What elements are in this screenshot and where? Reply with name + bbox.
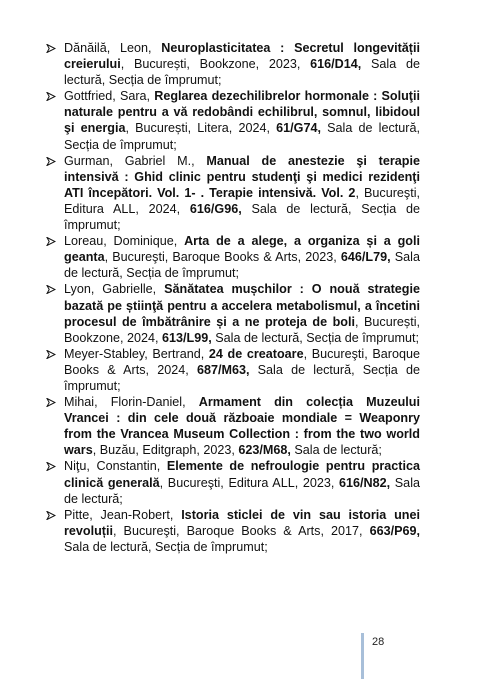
- bibliography-entry: [46, 458, 420, 506]
- entry-title: Reglarea dezechilibrelor hormonale : Soluţii naturale pentru a vă redobândi echilibrul, somnul, libidoul şi energia: [64, 89, 420, 136]
- entry-call-number: 61/G74,: [276, 121, 321, 136]
- entry-author: Meyer-Stabley, Bertrand,: [64, 346, 209, 361]
- arrow-bullet-icon: [46, 458, 60, 471]
- entry-call-number: 616/D14,: [310, 57, 362, 72]
- bibliography-entry: [46, 281, 420, 345]
- entry-title: Armament din colecția Muzeului Vrancei : din cele două războaie mondiale = Weaponry from the Vrancea Museum Collection : from the two world wars: [64, 395, 421, 458]
- entry-location: Sala de lectură, Secția de împrumut;: [64, 201, 420, 233]
- entry-author: Loreau, Dominique,: [64, 234, 185, 249]
- entry-call-number: 646/L79,: [340, 250, 391, 265]
- arrow-bullet-icon: [46, 153, 60, 166]
- arrow-bullet-icon: [46, 233, 60, 246]
- entry-author: Gurman, Gabriel M.,: [64, 153, 207, 168]
- arrow-bullet-icon: [46, 40, 60, 53]
- entry-call-number: 663/P69,: [369, 523, 420, 538]
- entry-location: Sala de lectură;: [290, 443, 382, 458]
- entry-location: Sala de lectură;: [64, 475, 420, 506]
- arrow-bullet-icon: [46, 88, 60, 101]
- entry-publication: , Buzău, Editgraph, 2023,: [92, 443, 239, 458]
- entry-publication: , Bucureşti, Editura ALL, 2023,: [159, 475, 340, 490]
- bibliography-entry: [46, 153, 420, 233]
- arrow-bullet-icon: [46, 281, 60, 294]
- bibliography-list: [46, 40, 420, 555]
- entry-title: Manual de anestezie şi terapie intensivă : Ghid clinic pentru studenţi şi medici rezidenţi ATI începători. Vol. 1- . Terapie intensivă. Vol. 2: [64, 153, 420, 200]
- entry-title: 24 de creatoare: [208, 346, 304, 361]
- entry-publication: , București, Litera, 2024,: [125, 121, 277, 136]
- bibliography-entry: [46, 394, 420, 458]
- entry-call-number: 613/L99,: [162, 330, 212, 345]
- entry-publication: , București, Bookzone, 2023,: [120, 57, 311, 72]
- bibliography-entry: [46, 40, 420, 88]
- entry-location: Sala de lectură, Secția de împrumut;: [64, 250, 420, 281]
- entry-location: Sala de lectură, Secția de împrumut;: [211, 330, 419, 345]
- bibliography-entry: [46, 346, 420, 394]
- entry-location: Sala de lectură, Secția de împrumut;: [64, 362, 420, 393]
- entry-publication: , Bucureşti, Baroque Books & Arts, 2023,: [104, 250, 341, 265]
- entry-author: Dănăilă, Leon,: [64, 41, 162, 55]
- entry-call-number: 616/G96,: [189, 201, 242, 216]
- entry-title: Elemente de nefroulogie pentru practica clinică generală: [64, 459, 420, 490]
- entry-author: Pitte, Jean-Robert,: [64, 507, 182, 522]
- arrow-bullet-icon: [46, 394, 60, 407]
- entry-author: Mihai, Florin-Daniel,: [64, 395, 199, 410]
- entry-title: Istoria sticlei de vin sau istoria unei revoluții: [64, 507, 421, 538]
- entry-title: Arta de a alege, a organiza și a goli geanta: [64, 234, 420, 265]
- entry-publication: , Bucureşti, Baroque Books & Arts, 2017,: [113, 523, 370, 538]
- bibliography-entry: [46, 88, 420, 152]
- footer-divider: [361, 633, 364, 679]
- entry-title: Sănătatea mușchilor : O nouă strategie bazată pe știinţă pentru a accelera metabolismul, a încetini procesul de îmbătrânire și a ne proteja de boli: [64, 282, 420, 329]
- bibliography-entry: [46, 233, 420, 281]
- entry-call-number: 616/N82,: [339, 475, 391, 490]
- entry-publication: , București, Bookzone, 2024,: [64, 314, 420, 345]
- arrow-bullet-icon: [46, 507, 60, 520]
- entry-location: Sala de lectură, Secția de împrumut;: [64, 57, 420, 88]
- arrow-bullet-icon: [46, 346, 60, 359]
- entry-location: Sala de lectură, Secția de împrumut;: [64, 121, 420, 152]
- page-number: 28: [372, 636, 385, 648]
- entry-publication: , Bucureşti, Editura ALL, 2024,: [64, 185, 420, 216]
- entry-call-number: 623/M68,: [238, 443, 291, 458]
- bibliography-entry: [46, 507, 420, 555]
- entry-publication: , Bucureşti, Baroque Books & Arts, 2024,: [64, 346, 420, 377]
- entry-title: Neuroplasticitatea : Secretul longevității creierului: [64, 41, 420, 72]
- entry-call-number: 687/M63,: [196, 362, 250, 377]
- entry-location: Sala de lectură, Secția de împrumut;: [64, 539, 268, 554]
- entry-author: Niţu, Constantin,: [64, 459, 167, 474]
- entry-author: Lyon, Gabrielle,: [64, 282, 165, 297]
- entry-author: Gottfried, Sara,: [64, 89, 155, 104]
